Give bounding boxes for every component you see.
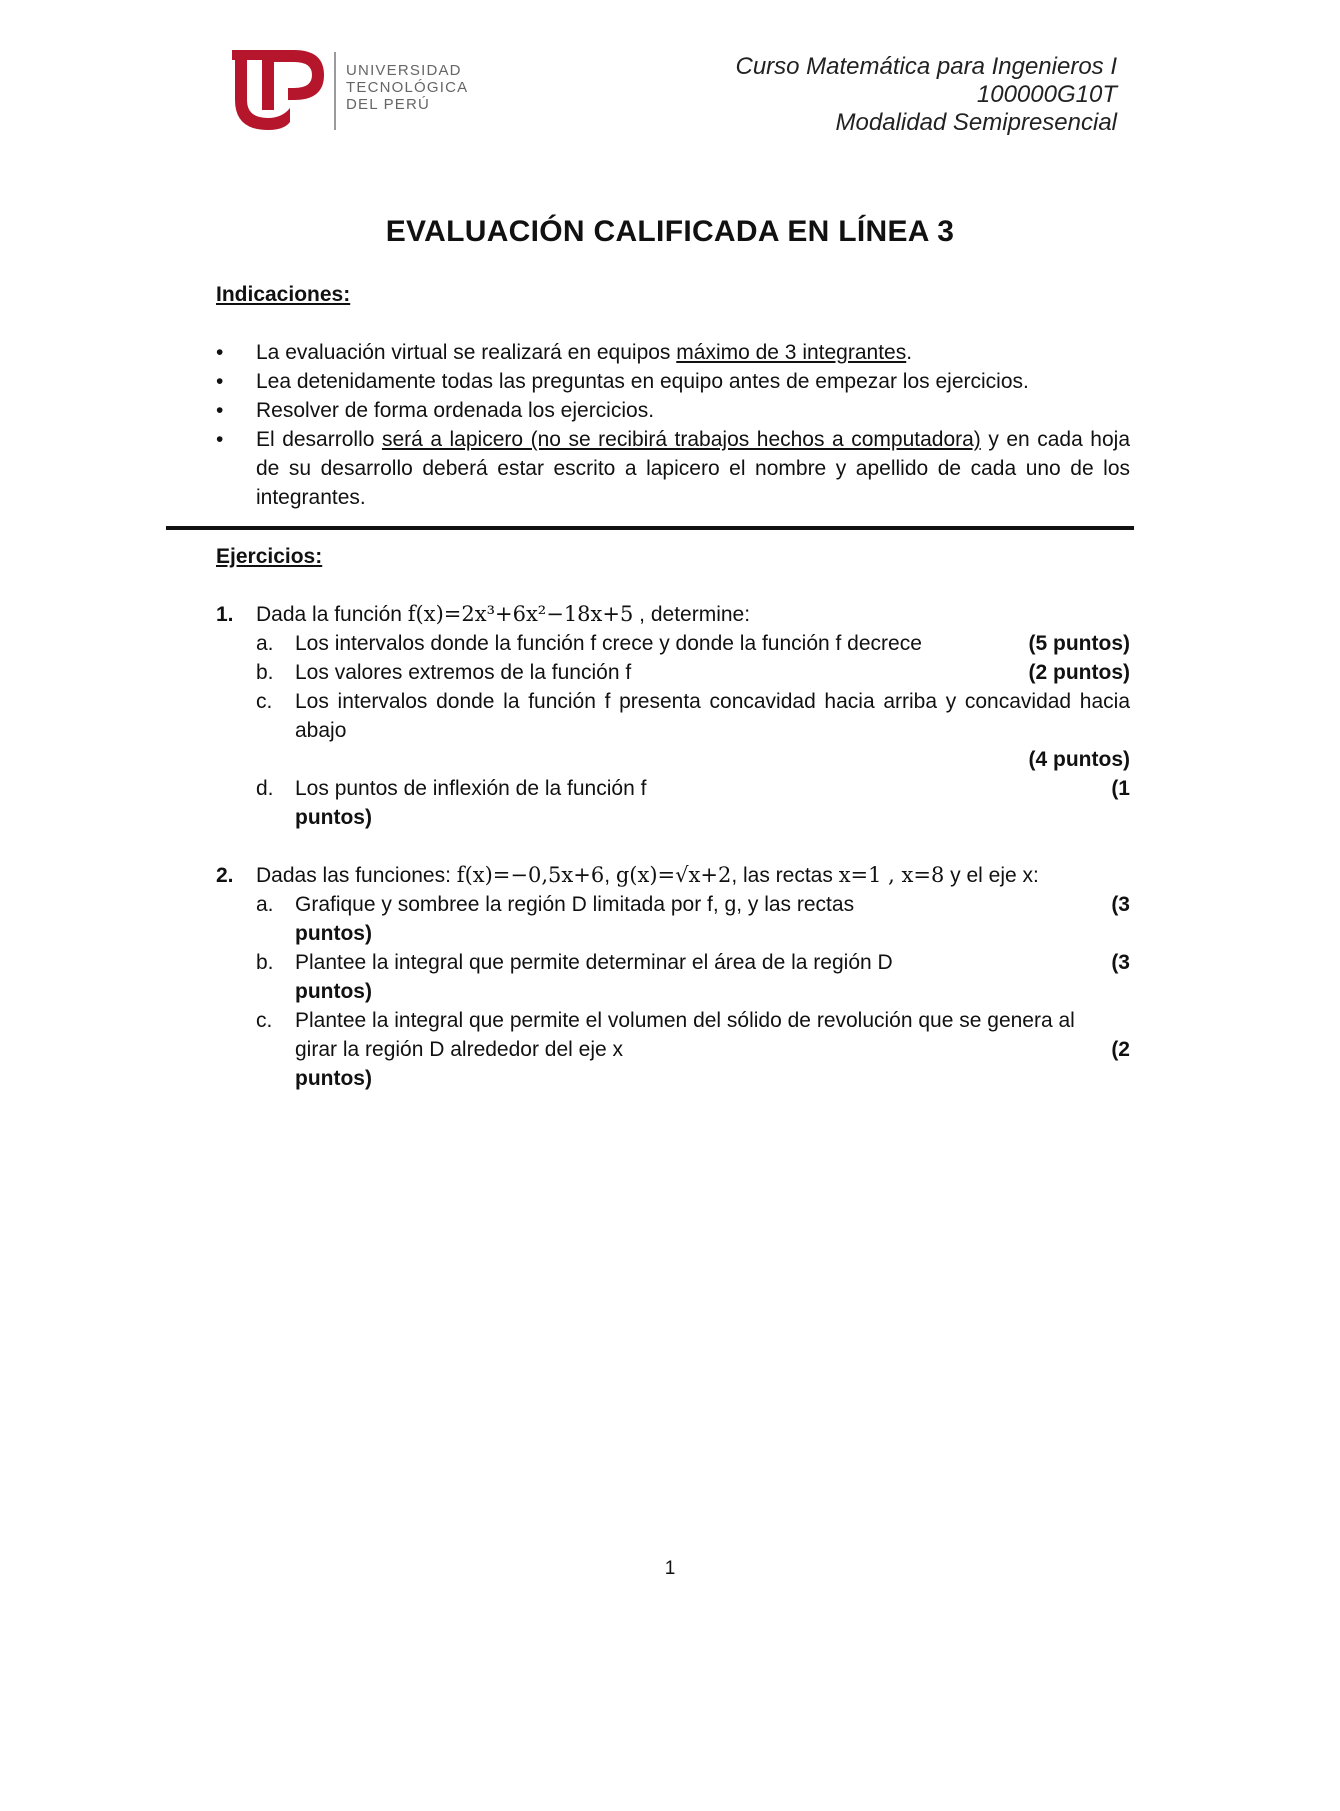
exercise-1-intro: Dada la función: [256, 603, 408, 626]
exercise-number: 1.: [216, 603, 234, 626]
exercise-1c-points: (4 puntos): [1028, 748, 1130, 771]
indication-2: Lea detenidamente todas las preguntas en equipo antes de empezar los ejercicios.: [256, 370, 1029, 393]
university-logo: [232, 48, 469, 133]
list-item: [216, 425, 1130, 512]
logo-wordmark: [346, 62, 469, 113]
exercise-2b-points-open: (3: [1111, 951, 1130, 974]
exercise-2-g-formula: g(x)=√x+2: [615, 863, 732, 887]
exercise-2a: [256, 890, 1130, 948]
logo-line-3: DEL PERÚ: [346, 96, 431, 113]
indications-list: [216, 338, 1130, 512]
indication-1-pre: La evaluación virtual se realizará en equipos: [256, 341, 677, 364]
exercise-2c-points-close: puntos): [295, 1067, 372, 1090]
indication-1-underlined: máximo de 3 integrantes: [676, 341, 907, 364]
sub-letter: d.: [256, 777, 274, 800]
indication-4-post: y en cada hoja de su desarrollo deberá estar escrito a lapicero el nombre y apellido de cada uno de los integrantes.: [256, 428, 1130, 509]
sub-letter: b.: [256, 951, 274, 974]
bullet-icon: •: [216, 370, 224, 393]
sub-letter: c.: [256, 1009, 273, 1032]
exercise-1d-text: Los puntos de inflexión de la función f: [295, 777, 647, 800]
exercise-1a-points: (5 puntos): [1028, 632, 1130, 655]
indications-heading: Indicaciones:: [216, 283, 351, 306]
exercise-1b-text: Los valores extremos de la función f: [295, 661, 632, 684]
list-item: [216, 367, 1130, 396]
bullet-icon: •: [216, 341, 224, 364]
exercise-1c: [256, 687, 1130, 774]
exercise-2-intro: Dadas las funciones:: [256, 864, 457, 887]
exercise-2b: [256, 948, 1130, 1006]
indication-3: Resolver de forma ordenada los ejercicios.: [256, 399, 655, 422]
exercises-heading: Ejercicios:: [216, 545, 323, 568]
list-item: [216, 396, 1130, 425]
exercise-1d-points-close: puntos): [295, 806, 372, 829]
exercise-1d: [256, 774, 1130, 832]
exercise-1-outro: , determine:: [633, 603, 751, 626]
exercise-number: 2.: [216, 864, 234, 887]
course-info: [735, 53, 1117, 137]
indication-4-pre: El desarrollo: [256, 428, 382, 451]
logo-divider: [334, 52, 336, 130]
bullet-icon: •: [216, 428, 224, 451]
exercise-2: 2. Dadas las funciones: f(x)=−0,5x+6, g(x)=√x+2, las rectas x=1 , x=8 y el eje x: a. Grafique y sombree la región D limitada por f, g, y las rectas (3 puntos) b. Plantee la integral que permite determinar el área de la región D (3 puntos) c. Plantee la integral que permite el volumen del sólido de revolución que se genera al girar la región D alrededor del eje x (2 puntos): [216, 861, 1130, 1093]
indication-1-post: .: [906, 341, 913, 364]
exercise-2c: [256, 1006, 1130, 1093]
sub-letter: a.: [256, 893, 274, 916]
course-name: Curso Matemática para Ingenieros I: [735, 53, 1117, 80]
exercise-1b-points: (2 puntos): [1028, 661, 1130, 684]
exercise-2a-text: Grafique y sombree la región D limitada por f, g, y las rectas: [295, 893, 855, 916]
list-item: [216, 338, 1130, 367]
exercise-2b-text: Plantee la integral que permite determinar el área de la región D: [295, 951, 893, 974]
indication-4-underlined: será a lapicero (no se recibirá trabajos hechos a computadora): [381, 428, 981, 451]
page-number: 1: [664, 1558, 676, 1579]
exercise-2c-points-open: (2: [1111, 1038, 1130, 1061]
exercise-2c-text-1: Plantee la integral que permite el volumen del sólido de revolución que se genera al: [295, 1009, 1075, 1032]
exercise-1: [216, 600, 1130, 832]
exercise-1a: [256, 629, 1130, 658]
exercise-2-lines: x=1 , x=8: [838, 863, 945, 887]
exercise-2a-points-close: puntos): [295, 922, 372, 945]
sub-letter: c.: [256, 690, 273, 713]
page-title: EVALUACIÓN CALIFICADA EN LÍNEA 3: [385, 215, 955, 248]
exercise-1c-text: Los intervalos donde la función f presenta concavidad hacia arriba y concavidad hacia abajo: [295, 690, 1130, 742]
course-code: 100000G10T: [976, 81, 1117, 108]
logo-line-1: UNIVERSIDAD: [346, 62, 462, 79]
exercise-1-formula: f(x)=2x³+6x²−18x+5: [407, 602, 634, 626]
exercise-2-middle: , las rectas: [731, 864, 839, 887]
utp-logo-icon: [232, 48, 327, 133]
bullet-icon: •: [216, 399, 224, 422]
exercise-2c-text-2: girar la región D alrededor del eje x: [295, 1038, 624, 1061]
exercise-1b: [256, 658, 1130, 687]
exercise-1d-points-open: (1: [1111, 777, 1130, 800]
logo-line-2: TECNOLÓGICA: [346, 79, 469, 96]
sub-letter: a.: [256, 632, 274, 655]
exercise-2-outro: y el eje x:: [944, 864, 1039, 887]
indications-section: [216, 280, 1130, 512]
sub-letter: b.: [256, 661, 274, 684]
exercise-2-f-formula: f(x)=−0,5x+6: [456, 863, 605, 887]
section-divider: [166, 526, 1134, 530]
exercise-2b-points-close: puntos): [295, 980, 372, 1003]
exercise-2a-points-open: (3: [1111, 893, 1130, 916]
course-modality: Modalidad Semipresencial: [835, 109, 1117, 136]
exercises-section: [216, 542, 1130, 1093]
exercise-1a-text: Los intervalos donde la función f crece y donde la función f decrece: [295, 632, 922, 655]
